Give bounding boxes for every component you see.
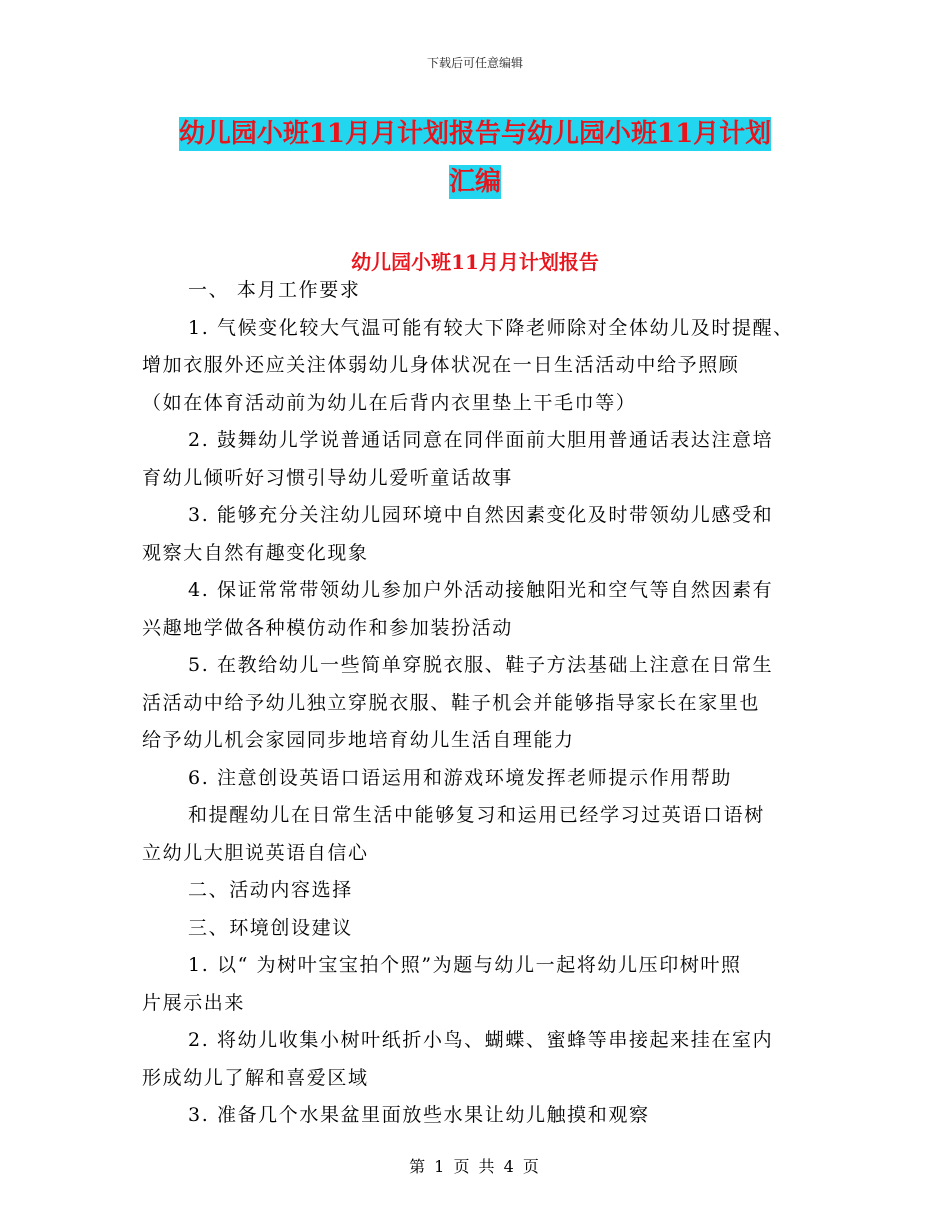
paragraph-line: 2. 将幼儿收集小树叶纸折小鸟、蝴蝶、蜜蜂等串接起来挂在室内 [188,1029,774,1051]
paragraph-line: 片展示出来 [142,991,246,1014]
paragraph-line: 6. 注意创设英语口语运用和游戏环境发挥老师提示作用帮助 [188,766,732,789]
paragraph-line: 给予幼儿机会家园同步地培育幼儿生活自理能力 [142,729,575,751]
paragraph-line: 3. 准备几个水果盆里面放些水果让幼儿触摸和观察 [188,1104,650,1126]
paragraph-line: 2. 鼓舞幼儿学说普通话同意在同伴面前大胆用普通话表达注意培 [188,429,774,451]
paragraph-line: 3. 能够充分关注幼儿园环境中自然因素变化及时带领幼儿感受和 [188,504,774,526]
page-footer: 第 1 页 共 4 页 [409,1157,541,1176]
section-title: 幼儿园小班11月月计划报告 [351,250,599,274]
paragraph-line: 增加衣服外还应关注体弱幼儿身体状况在一日生活活动中给予照顾 [142,354,740,376]
paragraph-line: 1. 以“ 为树叶宝宝拍个照”为题与幼儿一起将幼儿压印树叶照 [188,954,742,976]
paragraph-line: （如在体育活动前为幼儿在后背内衣里垫上干毛巾等） [142,391,637,414]
heading-environment: 三、环境创设建议 [188,916,353,939]
body-text [142,272,822,1135]
title-line-1: 幼儿园小班11月月计划报告与幼儿园小班11月计划 [178,119,772,149]
paragraph-line: 活活动中给予幼儿独立穿脱衣服、鞋子机会并能够指导家长在家里也 [142,691,761,714]
heading-activity-content: 二、活动内容选择 [188,879,353,901]
paragraph-line: 1. 气候变化较大气温可能有较大下降老师除对全体幼儿及时提醒、 [188,316,794,339]
paragraph-line: 和提醒幼儿在日常生活中能够复习和运用已经学习过英语口语树 [188,804,765,826]
paragraph-line: 4. 保证常常带领幼儿参加户外活动接触阳光和空气等自然因素有 [188,579,774,601]
heading-work-requirements: 一、 本月工作要求 [188,279,361,301]
paragraph-line: 观察大自然有趣变化现象 [142,541,369,564]
document-title [150,110,800,206]
paragraph-line: 立幼儿大胆说英语自信心 [142,841,369,864]
paragraph-line: 兴趣地学做各种模仿动作和参加装扮活动 [142,616,513,639]
title-line-2: 汇编 [448,167,501,197]
paragraph-line: 形成幼儿了解和喜爱区域 [142,1066,369,1089]
header-note: 下载后可任意编辑 [426,56,523,70]
paragraph-line: 育幼儿倾听好习惯引导幼儿爱听童话故事 [142,466,513,489]
paragraph-line: 5. 在教给幼儿一些简单穿脱衣服、鞋子方法基础上注意在日常生 [188,654,774,676]
